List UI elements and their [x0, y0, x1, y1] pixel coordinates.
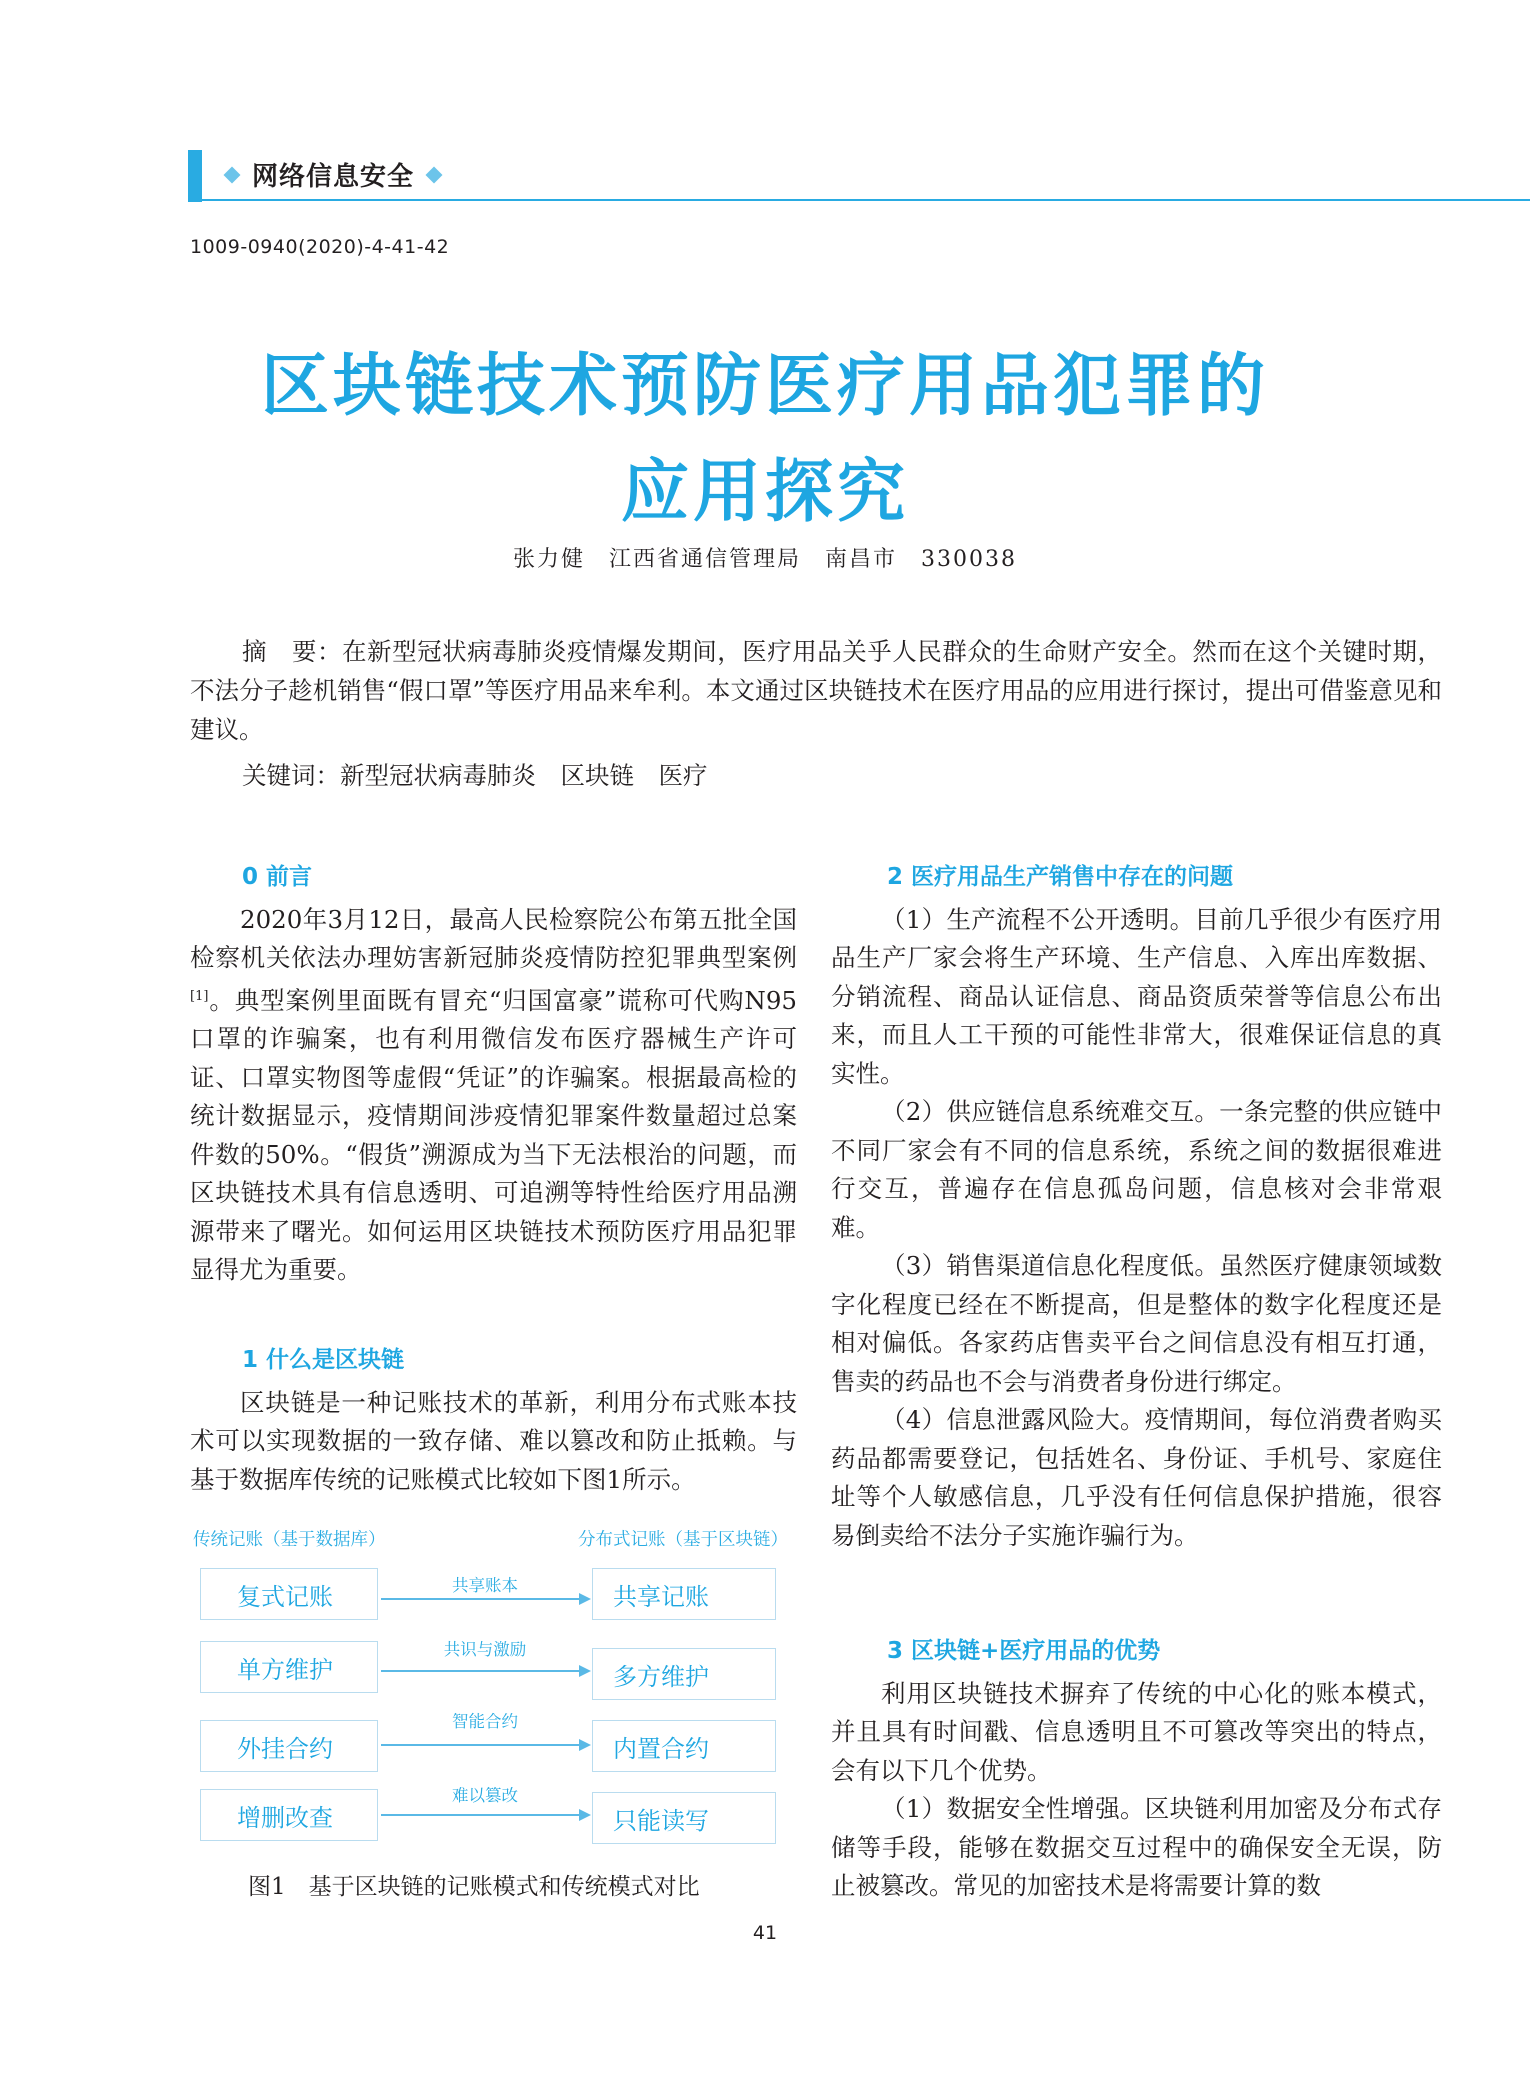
- keywords: 关键词：新型冠状病毒肺炎 区块链 医疗: [242, 761, 708, 790]
- paper-title-line-2: 应用探究: [620, 453, 909, 532]
- section-heading: 1 什么是区块链: [242, 1347, 405, 1373]
- section-heading: 2 医疗用品生产销售中存在的问题: [887, 864, 1234, 890]
- arrow-label: 共享账本: [452, 1576, 518, 1595]
- section-heading: 3 区块链+医疗用品的优势: [887, 1638, 1161, 1664]
- diamond-icon: [224, 166, 241, 183]
- figure-box-blockchain: 只能读写: [592, 1792, 776, 1844]
- figure-caption: 图1 基于区块链的记账模式和传统模式对比: [248, 1874, 700, 1900]
- section-3: [831, 1632, 1442, 1906]
- right-arrow-icon: [381, 1814, 589, 1816]
- section-2: [831, 858, 1442, 1555]
- section-header-bar: [188, 150, 202, 202]
- right-arrow-icon: [381, 1744, 589, 1746]
- figure-box-traditional: 外挂合约: [200, 1720, 378, 1772]
- section-header-rule: [202, 199, 1530, 201]
- figure-right-label: 分布式记账（基于区块链）: [578, 1530, 788, 1550]
- paragraph-text: 。典型案例里面既有冒充“归国富豪”谎称可代购N95口罩的诈骗案，也有利用微信发布医疗器械生产许可证、口罩实物图等虚假“凭证”的诈骗案。根据最高检的统计数据显示，疫情期间涉疫情犯罪案件数量超过总案件数的50%。“假货”溯源成为当下无法根治的问题，而区块链技术具有信息透明、可追溯等特性给医疗用品溯源带来了曙光。如何运用区块链技术预防医疗用品犯罪显得尤为重要。: [190, 985, 797, 1285]
- page-number: 41: [752, 1922, 778, 1944]
- abstract: 摘 要：在新型冠状病毒肺炎疫情爆发期间，医疗用品关乎人民群众的生命财产安全。然而在这个关键时期，不法分子趁机销售“假口罩”等医疗用品来牟利。本文通过区块链技术在医疗用品的应用进行探讨，提出可借鉴意见和建议。: [190, 637, 1442, 744]
- paragraph-text: 2020年3月12日，最高人民检察院公布第五批全国检察机关依法办理妨害新冠肺炎疫情防控犯罪典型案例: [190, 904, 797, 972]
- arrow-label: 难以篡改: [452, 1786, 518, 1805]
- figure-box-blockchain: 共享记账: [592, 1568, 776, 1620]
- figure-box-traditional: 复式记账: [200, 1568, 378, 1620]
- paragraph: （4）信息泄露风险大。疫情期间，每位消费者购买药品都需要登记，包括姓名、身份证、手机号、家庭住址等个人敏感信息，几乎没有任何信息保护措施，很容易倒卖给不法分子实施诈骗行为。: [831, 1405, 1442, 1550]
- paragraph: （2）供应链信息系统难交互。一条完整的供应链中不同厂家会有不同的信息系统，系统之间的数据很难进行交互，普遍存在信息孤岛问题，信息核对会非常艰难。: [831, 1097, 1442, 1242]
- arrow-label: 共识与激励: [443, 1640, 527, 1659]
- citation-ref: [1]: [190, 988, 209, 1004]
- paragraph: 利用区块链技术摒弃了传统的中心化的账本模式，并且具有时间戳、信息透明且不可篡改等突出的特点，会有以下几个优势。: [831, 1678, 1442, 1785]
- figure-box-traditional: 单方维护: [200, 1641, 378, 1693]
- figure-box-traditional: 增删改查: [200, 1789, 378, 1841]
- figure-box-blockchain: 多方维护: [592, 1648, 776, 1700]
- section-0: [190, 858, 797, 1290]
- paragraph: （3）销售渠道信息化程度低。虽然医疗健康领域数字化程度已经在不断提高，但是整体的数字化程度还是相对偏低。各家药店售卖平台之间信息没有相互打通，售卖的药品也不会与消费者身份进行绑定。: [831, 1251, 1442, 1396]
- document-code: 1009-0940(2020)-4-41-42: [190, 236, 450, 258]
- paper-title-line-1: 区块链技术预防医疗用品犯罪的: [260, 347, 1269, 426]
- paragraph: （1）生产流程不公开透明。目前几乎很少有医疗用品生产厂家会将生产环境、生产信息、入库出库数据、分销流程、商品认证信息、商品资质荣誉等信息公布出来，而且人工干预的可能性非常大，很难保证信息的真实性。: [831, 904, 1442, 1088]
- section-heading: 0 前言: [242, 864, 313, 890]
- paragraph: [190, 901, 797, 1290]
- right-arrow-icon: [381, 1670, 589, 1672]
- paragraph: （1）数据安全性增强。区块链利用加密及分布式存储等手段，能够在数据交互过程中的确保安全无误，防止被篡改。常见的加密技术是将需要计算的数: [831, 1794, 1442, 1900]
- figure-left-label: 传统记账（基于数据库）: [193, 1530, 386, 1550]
- section-1: [190, 1341, 797, 1499]
- section-header-label: 网络信息安全: [252, 162, 415, 192]
- right-arrow-icon: [381, 1598, 589, 1600]
- author-affiliation: 张力健 江西省通信管理局 南昌市 330038: [513, 547, 1017, 572]
- diamond-icon: [426, 166, 443, 183]
- section-header: [220, 156, 446, 193]
- figure-box-blockchain: 内置合约: [592, 1720, 776, 1772]
- arrow-label: 智能合约: [452, 1712, 518, 1731]
- paragraph: 区块链是一种记账技术的革新，利用分布式账本技术可以实现数据的一致存储、难以篡改和防止抵赖。与基于数据库传统的记账模式比较如下图1所示。: [190, 1387, 797, 1494]
